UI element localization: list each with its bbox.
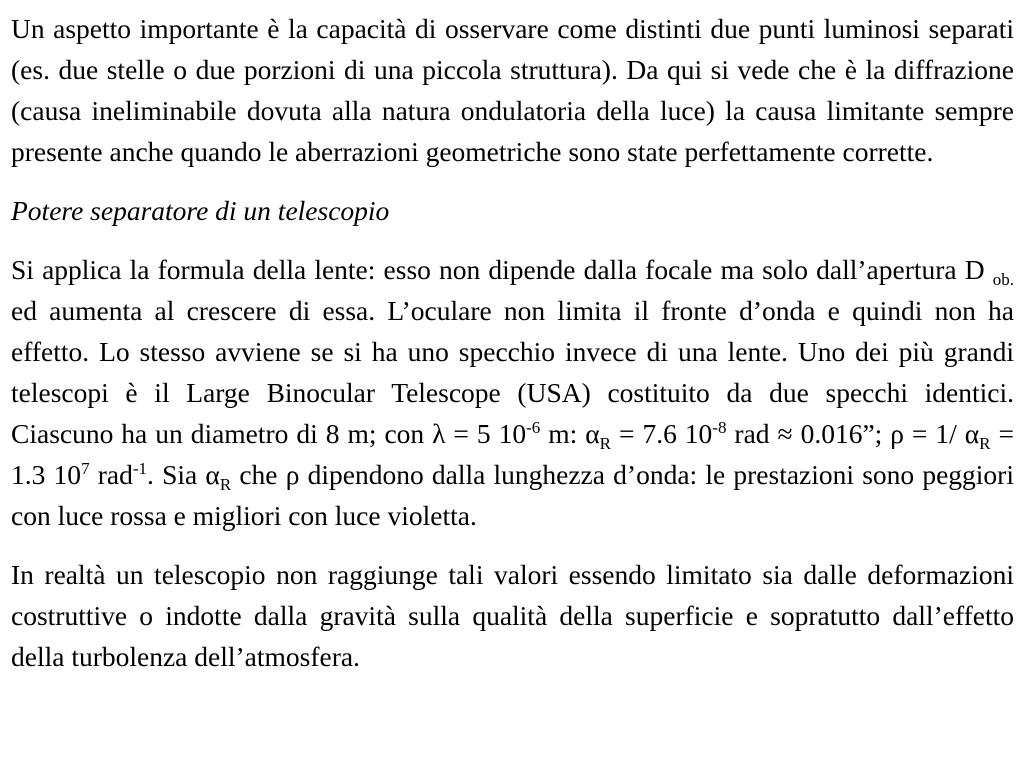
paragraph-diffraction: Un aspetto importante è la capacità di osservare come distinti due punti luminosi separati (es. due stelle o due porzioni di una piccola struttura). Da qui si vede che è la diffrazione (causa ineliminabile dovuta alla natura ondulatoria della luce) la causa limitante sempre presente anche quando le aberrazioni geometriche sono state perfettamente corrette. [11, 13, 1014, 167]
paragraph-resolving-power [11, 249, 1014, 536]
superscript-exponent: -6 [526, 417, 541, 437]
paragraph-real-limits: In realtà un telescopio non raggiunge tali valori essendo limitato sia dalle deformazioni costruttive o indotte dalla gravità sulla qualità della superficie e sopratutto dall’effetto della turbolenza dell’atmosfera. [11, 559, 1014, 672]
subscript-r: R [219, 474, 232, 494]
text-segment: rad [89, 459, 133, 490]
subscript-r: R [599, 433, 612, 453]
text-segment: = 7.6 10 [611, 418, 713, 449]
text-segment: Si applica la formula della lente: esso non dipende dalla focale ma solo dall’apertura D [11, 254, 993, 285]
text-segment: m: α [540, 418, 600, 449]
text-segment: rad ≈ 0.016”; ρ = 1/ α [726, 418, 980, 449]
text-segment: che ρ dipendono dalla lunghezza d’onda: le prestazioni sono peggiori con luce rossa e migliori con luce violetta. [11, 459, 1014, 531]
superscript-exponent: -8 [712, 417, 727, 437]
subscript-ob: ob. [992, 269, 1014, 289]
superscript-exponent: -1 [132, 458, 148, 478]
subscript-r: R [979, 433, 991, 453]
section-heading: Potere separatore di un telescopio [11, 195, 390, 226]
superscript-exponent: 7 [81, 458, 90, 478]
text-segment: ed aumenta al crescere di essa. L’oculare non limita il fronte d’onda e quindi non ha effetto. Lo stesso avviene se si ha uno specchio invece di una lente. Uno dei più grandi telescopi è il Large Binocular Telescope (USA) costituito da due specchi identici. Ciascuno ha un diametro di 8 m; con λ = 5 10 [11, 295, 1014, 449]
text-segment: = 1.3 10 [11, 418, 1014, 490]
text-segment: . Sia α [147, 459, 220, 490]
